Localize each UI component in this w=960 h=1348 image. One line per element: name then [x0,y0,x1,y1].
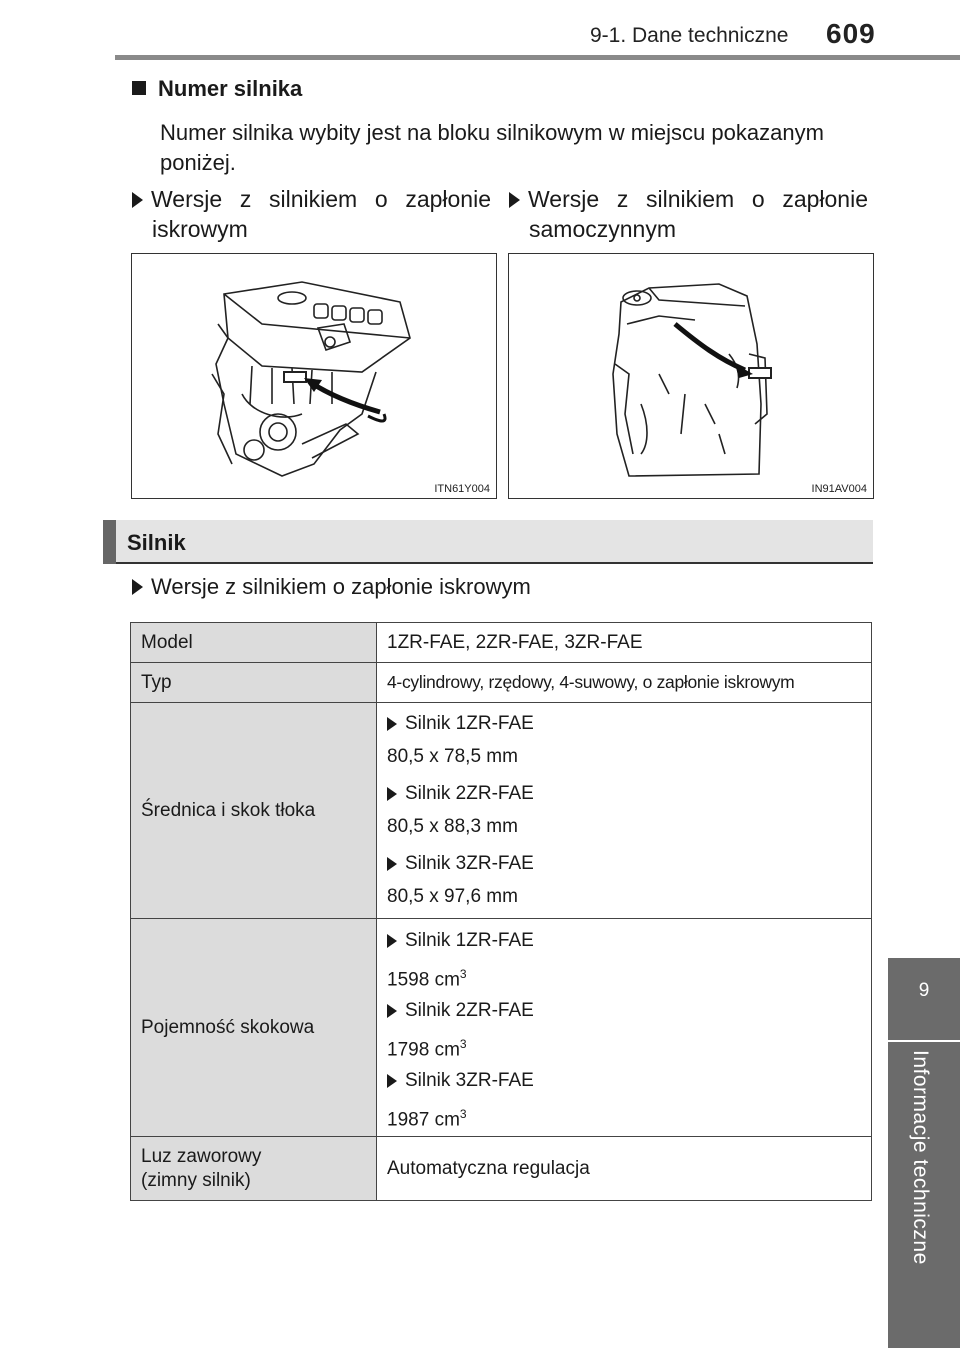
triangle-bullet-icon [387,1074,397,1088]
engine-subheading [387,1065,861,1097]
header-section-title: 9-1. Dane techniczne [590,24,789,47]
displacement-unit: cm [434,1108,460,1130]
displacement-number: 1598 [387,968,430,990]
table-row [131,1137,872,1201]
triangle-bullet-icon [387,787,397,801]
engine-number-description: Numer silnika wybity jest na bloku silnikowym w miejscu pokazanym poniżej. [160,120,824,175]
triangle-bullet-icon [132,192,143,208]
figure-code: IN91AV004 [811,483,867,495]
label-line1: Luz zaworowy [141,1145,262,1167]
engine-name: Silnik 3ZR-FAE [405,1069,534,1091]
row-label-bore-stroke: Średnica i skok tłoka [131,703,377,919]
section-bar [103,520,873,564]
engine-spec-table [130,622,872,1201]
row-label-displacement: Pojemność skokowa [131,919,377,1137]
table-variant-label [132,574,531,600]
section-bar-accent [103,520,116,564]
bore-stroke-value: 80,5 x 97,6 mm [387,885,518,907]
table-row [131,919,872,1137]
row-value-valve-clearance: Automatyczna regulacja [377,1137,872,1201]
row-label-model: Model [131,623,377,663]
triangle-bullet-icon [387,857,397,871]
displacement-unit: cm [434,968,460,990]
chapter-label-text: Informacje techniczne [909,1050,932,1265]
side-tab-divider [888,1040,960,1042]
gasoline-engine-drawing [132,254,496,498]
variant-line1: Wersje z silnikiem o zapłonie [151,186,491,212]
engine-name: Silnik 1ZR-FAE [405,712,534,734]
header-rule [115,55,960,60]
gasoline-engine-illustration [131,253,497,499]
row-value-type: 4-cylindrowy, rzędowy, 4-suwowy, o zapłonie iskrowym [377,663,872,703]
displacement-value [387,1027,861,1061]
engine-subheading [387,778,861,810]
engine-name: Silnik 2ZR-FAE [405,782,534,804]
row-label-type: Typ [131,663,377,703]
bore-stroke-value: 80,5 x 78,5 mm [387,745,518,767]
table-row [131,703,872,919]
row-value-bore-stroke [377,703,872,919]
unit-superscript: 3 [459,1106,467,1121]
displacement-unit: cm [434,1038,460,1060]
variant-compression-ignition-label [509,184,871,244]
displacement-number: 1798 [387,1038,430,1060]
triangle-bullet-icon [387,717,397,731]
diesel-engine-illustration [508,253,874,499]
page-number: 609 [826,18,876,49]
chapter-number: 9 [918,980,930,1001]
unit-superscript: 3 [459,966,467,981]
variant-line2: iskrowym [152,216,248,242]
displacement-value [387,957,861,991]
engine-number-heading [132,76,302,102]
engine-name: Silnik 3ZR-FAE [405,852,534,874]
displacement-number: 1987 [387,1108,430,1130]
variant-line1: Wersje z silnikiem o zapłonie [528,186,868,212]
diesel-engine-drawing [509,254,873,498]
engine-subheading [387,925,861,957]
unit-superscript: 3 [459,1036,467,1051]
row-label-valve-clearance [131,1137,377,1201]
triangle-bullet-icon [132,579,143,595]
chapter-label [898,1050,950,1340]
row-value-displacement [377,919,872,1137]
triangle-bullet-icon [509,192,520,208]
row-value-model: 1ZR-FAE, 2ZR-FAE, 3ZR-FAE [377,623,872,663]
section-title: Silnik [127,530,186,555]
figure-code: ITN61Y004 [434,483,490,495]
square-bullet-icon [132,81,146,95]
engine-subheading [387,708,861,740]
engine-subheading [387,995,861,1027]
variant-line2: samoczynnym [529,216,676,242]
bore-stroke-value: 80,5 x 88,3 mm [387,815,518,837]
variant-spark-ignition-label [132,184,492,244]
triangle-bullet-icon [387,934,397,948]
table-variant-text: Wersje z silnikiem o zapłonie iskrowym [151,574,531,599]
engine-name: Silnik 2ZR-FAE [405,999,534,1021]
engine-subheading [387,848,861,880]
label-line2: (zimny silnik) [141,1169,251,1191]
table-row [131,663,872,703]
displacement-value [387,1097,861,1131]
table-row [131,623,872,663]
engine-name: Silnik 1ZR-FAE [405,929,534,951]
engine-number-heading-text: Numer silnika [158,76,303,101]
triangle-bullet-icon [387,1004,397,1018]
